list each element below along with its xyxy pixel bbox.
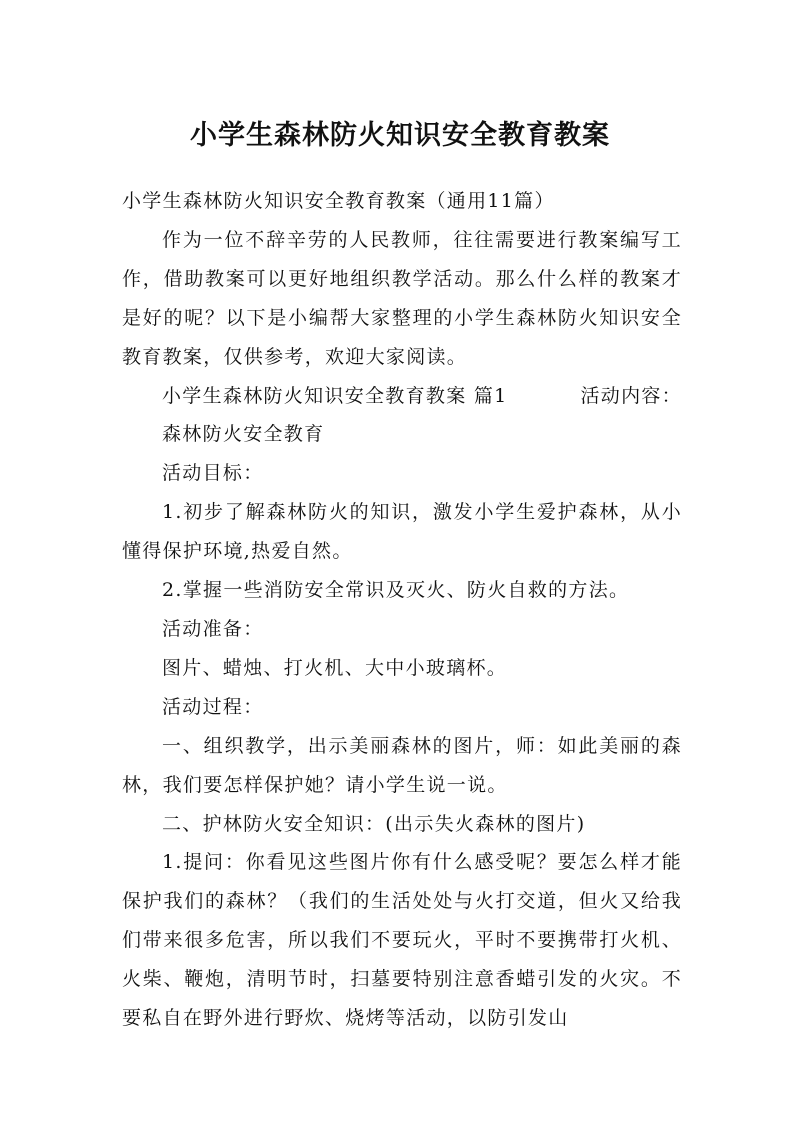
process-step-1: 一、组织教学，出示美丽森林的图片，师：如此美丽的森林，我们要怎样保护她？请小学生说一说。 (122, 734, 682, 796)
goal-item-1: 1.初步了解森林防火的知识，激发小学生爱护森林，从小懂得保护环境,热爱自然。 (122, 501, 682, 563)
activity-goals-label: 活动目标： (162, 462, 264, 485)
section-heading: 小学生森林防火知识安全教育教案 篇1 (162, 384, 508, 407)
document-body (122, 182, 682, 1038)
activity-content-value: 森林防火安全教育 (162, 423, 325, 446)
process-step-2: 二、护林防火安全知识：(出示失火森林的图片) (162, 812, 586, 835)
intro-paragraph: 作为一位不辞辛劳的人民教师，往往需要进行教案编写工作，借助教案可以更好地组织教学活动。那么什么样的教案才是好的呢？以下是小编帮大家整理的小学生森林防火知识安全教育教案，仅供参考，欢迎大家阅读。 (122, 228, 682, 368)
activity-process-label: 活动过程： (162, 695, 264, 718)
document-title: 小学生森林防火知识安全教育教案 (190, 120, 610, 152)
document-subtitle: 小学生森林防火知识安全教育教案（通用11篇） (122, 190, 555, 212)
activity-content-label: 活动内容： (580, 384, 682, 407)
section-heading-line (122, 377, 682, 416)
process-step-2-1: 1.提问：你看见这些图片你有什么感受呢？要怎么样才能保护我们的森林？（我们的生活处处与火打交道，但火又给我们带来很多危害，所以我们不要玩火，平时不要携带打火机、火柴、鞭炮，清明节时，扫墓要特别注意香蜡引发的火灾。不要私自在野外进行野炊、烧烤等活动，以防引发山 (122, 851, 682, 1030)
goal-item-2: 2.掌握一些消防安全常识及灭火、防火自救的方法。 (162, 579, 630, 602)
activity-prep-value: 图片、蜡烛、打火机、大中小玻璃杯。 (162, 656, 508, 679)
activity-prep-label: 活动准备： (162, 617, 264, 640)
